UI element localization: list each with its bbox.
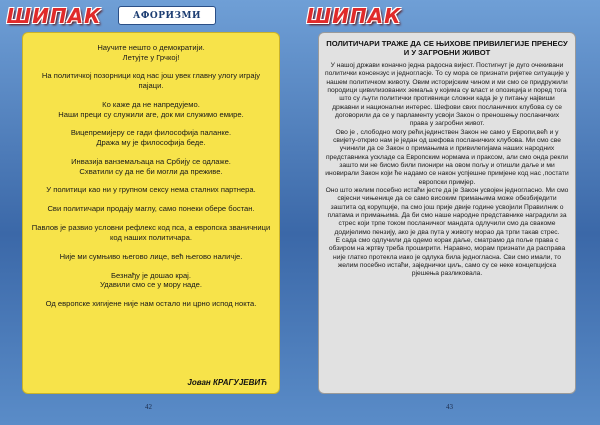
aphorism: Од европске хигијене није нам остало ни црно испод нокта.	[45, 299, 257, 309]
aphorism: На политичкој позорници код нас још увек главну улогу играју пајаци.	[41, 71, 261, 91]
article-paragraph: Оно што желим посебно истаћи јесте да је Закон усвојен једногласно. Ми смо свјесни чињенице да се само високим примањима може обезбиједити заштита од корупције, па смо још прије двије године усвојили Правилник о платама и примањима. Да би смо наше народне представнике наградили за стрес који трпе током посланичког мандата одлучили смо да свакоме додијелимо пензију, ако је два пута у животу морао да трпи такав стрес.	[325, 186, 569, 236]
aphorism: Вицепремијеру се гади философија паланке. Дража му је философија беде.	[70, 128, 232, 148]
aphorism: Научите нешто о демократији. Летујте у Грчкој!	[97, 43, 205, 62]
right-page	[300, 0, 600, 425]
page-number-right: 43	[446, 403, 453, 411]
aphorism-list	[31, 43, 271, 318]
aphorism: Није ми сумњиво његово лице, већ његово наличје.	[59, 251, 243, 261]
article-paragraph: Ово је , слободно могу рећи,јединствен Закон не само у Европи,већ и у свијету-открио нам је један од шефова посланичких клубова. Ми смо све учинили да се Закон о примањима и привилегијама наших народних представника ускладе са Европским нормама и праксом, али смо онда рекли зашто ми не бисмо били пионири на овом пољу и отишли даље и ми иновирали Закон који ће надамо се након успјешне примјене код нас ,постати европски примјер.	[325, 128, 569, 186]
section-label: АФОРИЗМИ	[118, 6, 216, 25]
article-paragraph: Е сада смо одлучили да одемо корак даље, сматрамо да поље права с обзиром на жртву треба проширити. Нарaвно, морам признати да расправа није глатко протекла иако је одлука била једногласна. Сви смо имали, то желим посебно истаћи, заједнички циљ, само су се неке концепцијска рјешења разликовала.	[328, 237, 566, 278]
magazine-logo: ШИПАК	[6, 4, 102, 28]
aphorisms-box	[22, 32, 280, 394]
aphorism: Сви политичари продају маглу, само понеки обере бостан.	[47, 204, 255, 214]
page-number-left: 42	[145, 403, 152, 411]
aphorism: Инвазија ванземаљаца на Србију се одлаже. Схватили су да не би могли да преживе.	[71, 156, 231, 176]
aphorism: У политици као ни у групном сексу нема сталних партнера.	[46, 185, 256, 195]
article-title: ПОЛИТИЧАРИ ТРАЖЕ ДА СЕ ЊИХОВЕ ПРИВИЛЕГИЈЕ ПРЕНЕСУ И У ЗАГРОБНИ ЖИВОТ	[326, 39, 568, 58]
aphorism: Безнађу је дошао крај. Удавили смо се у мору наде.	[100, 270, 202, 290]
aphorism: Павлов је развио условни рефлекс код пса, а европска званичници код наших политичара.	[31, 223, 271, 242]
author-signature: Јован КРАГУЈЕВИЋ	[187, 378, 267, 387]
magazine-logo: ШИПАК	[306, 4, 402, 28]
article-body	[325, 62, 569, 279]
article-box	[318, 32, 576, 394]
article-paragraph: У нашој држави коначно једна радосна вијест. Постигнут је дуго очекивани политички консензус и једногласје. То су мора се признати ријетке ситуације у нашем политичком животу. Овим историјским чином и ми смо се придружили породици цивилизованих земаља у којима су власт и опозиција и поред тога што су љути политички противници сложни када је у питању највиши државни и национални интерес. Шефови свих посланичких клубова су се договорили да се у парламенту усвоји Закон о преношењу посланичких права у загробни живот.	[325, 61, 569, 128]
aphorism: Ко каже да не напредујемо. Наши преци су служили аге, док ми служимо емире.	[58, 99, 244, 119]
